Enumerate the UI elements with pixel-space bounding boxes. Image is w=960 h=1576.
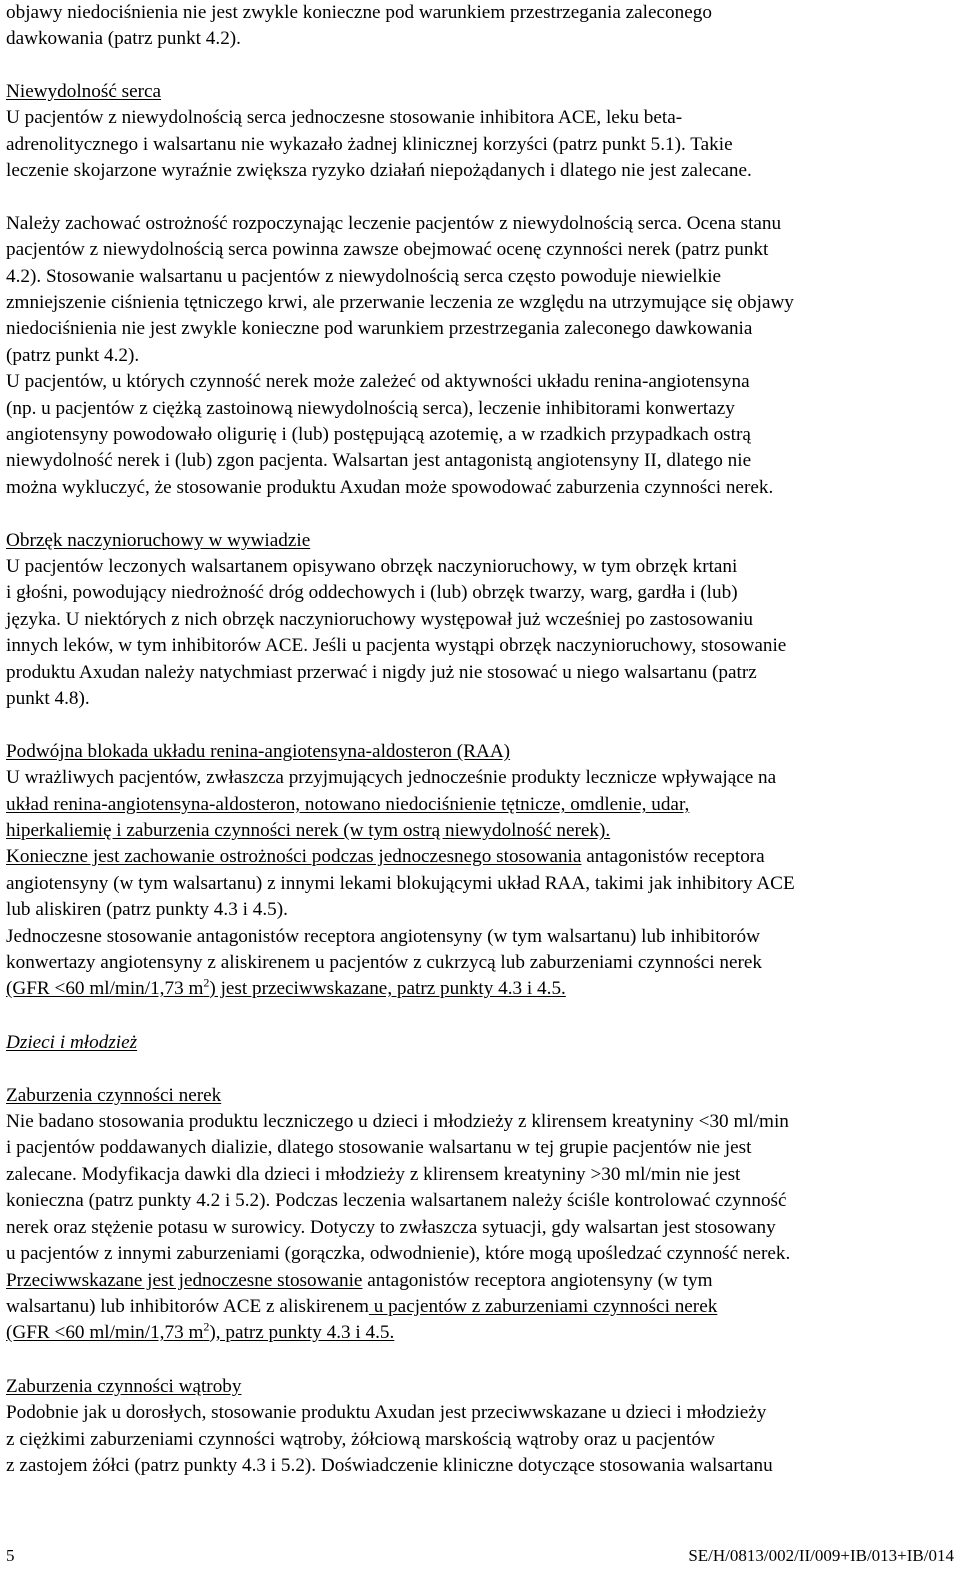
text-line: U pacjentów z niewydolnością serca jednoczesne stosowanie inhibitora ACE, leku beta- <box>6 107 683 128</box>
text-line: niewydolność nerek i (lub) zgon pacjenta. Walsartan jest antagonistą angiotensyny II, dlatego nie <box>6 450 752 471</box>
section-heading: Zaburzenia czynności wątroby <box>6 1376 242 1397</box>
text-line: języka. U niektórych z nich obrzęk naczynioruchowy występował już wcześniej po zastosowaniu <box>6 609 753 630</box>
text-line <box>6 976 566 1002</box>
text-line: punkt 4.8). <box>6 688 90 709</box>
text-line: układ renina-angiotensyna-aldosteron, notowano niedociśnienie tętnicze, omdlenie, udar, <box>6 794 690 815</box>
underlined-span: Przeciwwskazane jest jednoczesne stosowanie <box>6 1270 363 1291</box>
text-line: angiotensyny powodowało oligurię i (lub) postępującą azotemię, a w rzadkich przypadkach ostrą <box>6 424 751 445</box>
page-number: 5 <box>6 1546 15 1565</box>
text-line: nerek oraz stężenie potasu w surowicy. Dotyczy to zwłaszcza sytuacji, gdy walsartan jest stosowany <box>6 1217 776 1238</box>
text-line: leczenie skojarzone wyraźnie zwiększa ryzyko działań niepożądanych i dlatego nie jest zalecane. <box>6 160 752 181</box>
text-line: hiperkaliemię i zaburzenia czynności nerek (w tym ostrą niewydolność nerek). <box>6 820 611 841</box>
document-reference: SE/H/0813/002/II/009+IB/013+IB/014 <box>688 1546 954 1565</box>
text-span: ) jest przeciwwskazane, patrz punkty 4.3 i 4.5. <box>209 978 566 999</box>
text-line: angiotensyny (w tym walsartanu) z innymi lekami blokującymi układ RAA, takimi jak inhibitory ACE <box>6 873 795 894</box>
text-line: zmniejszenie ciśnienia tętniczego krwi, ale przerwanie leczenia ze względu na utrzymujące się objawy <box>6 292 794 313</box>
text-line: (np. u pacjentów z ciężką zastoinową niewydolnością serca), leczenie inhibitorami konwertazy <box>6 398 735 419</box>
text-line: adrenolitycznego i walsartanu nie wykazało żadnej klinicznej korzyści (patrz punkt 5.1). Takie <box>6 134 733 155</box>
section-heading: Podwójna blokada układu renina-angiotensyna-aldosteron (RAA) <box>6 741 511 762</box>
text-span: antagonistów receptora angiotensyny (w tym <box>362 1270 713 1291</box>
text-line <box>6 1294 717 1320</box>
superscript: 2 <box>203 1319 210 1334</box>
text-line: produktu Axudan należy natychmiast przerwać i nigdy już nie stosować u niego walsartanu (patrz <box>6 662 757 683</box>
text-line: U pacjentów, u których czynność nerek może zależeć od aktywności układu renina-angiotensyna <box>6 371 750 392</box>
text-line: niedociśnienia nie jest zwykle konieczne pod warunkiem przestrzegania zaleconego dawkowania <box>6 318 753 339</box>
section-heading: Niewydolność serca <box>6 81 162 102</box>
text-line: konwertazy angiotensyny z aliskirenem u pacjentów z cukrzycą lub zaburzeniami czynności nerek <box>6 952 762 973</box>
text-line: można wykluczyć, że stosowanie produktu Axudan może spowodować zaburzenia czynności nerek. <box>6 477 774 498</box>
text-span: ), patrz punkty 4.3 i 4.5. <box>209 1322 395 1343</box>
text-span: (GFR <60 ml/min/1,73 m <box>6 978 204 999</box>
text-line: zalecane. Modyfikacja dawki dla dzieci i młodzieży z klirensem kreatyniny >30 ml/min nie jest <box>6 1164 741 1185</box>
text-line: Jednoczesne stosowanie antagonistów receptora angiotensyny (w tym walsartanu) lub inhibitorów <box>6 926 760 947</box>
text-line <box>6 1320 394 1346</box>
text-line: Należy zachować ostrożność rozpoczynając leczenie pacjentów z niewydolnością serca. Ocena stanu <box>6 213 782 234</box>
superscript: 2 <box>203 975 210 990</box>
text-line: 4.2). Stosowanie walsartanu u pacjentów z niewydolnością serca często powoduje niewielkie <box>6 266 722 287</box>
text-line: i pacjentów poddawanych dializie, dlatego stosowanie walsartanu w tej grupie pacjentów nie jest <box>6 1137 752 1158</box>
text-span: (GFR <60 ml/min/1,73 m <box>6 1322 204 1343</box>
text-line: Nie badano stosowania produktu leczniczego u dzieci i młodzieży z klirensem kreatyniny <30 ml/min <box>6 1111 789 1132</box>
text-line: z ciężkimi zaburzeniami czynności wątroby, żółciową marskością wątroby oraz u pacjentów <box>6 1429 715 1450</box>
text-line: U pacjentów leczonych walsartanem opisywano obrzęk naczynioruchowy, w tym obrzęk krtani <box>6 556 738 577</box>
text-line: Podobnie jak u dorosłych, stosowanie produktu Axudan jest przeciwwskazane u dzieci i młodzieży <box>6 1402 767 1423</box>
text-line: konieczna (patrz punkty 4.2 i 5.2). Podczas leczenia walsartanem należy ściśle kontrolować czynność <box>6 1190 787 1211</box>
text-span: antagonistów receptora <box>581 846 765 867</box>
underlined-span: u pacjentów z zaburzeniami czynności nerek <box>368 1296 718 1317</box>
text-line: u pacjentów z innymi zaburzeniami (gorączka, odwodnienie), które mogą upośledzać czynność nerek. <box>6 1243 791 1264</box>
text-line <box>6 844 765 870</box>
text-line: U wrażliwych pacjentów, zwłaszcza przyjmujących jednocześnie produkty lecznicze wpływające na <box>6 767 777 788</box>
text-line: objawy niedociśnienia nie jest zwykle konieczne pod warunkiem przestrzegania zaleconego <box>6 2 712 23</box>
text-line: z zastojem żółci (patrz punkty 4.3 i 5.2). Doświadczenie kliniczne dotyczące stosowania walsartanu <box>6 1455 773 1476</box>
text-line: dawkowania (patrz punkt 4.2). <box>6 28 241 49</box>
subsection-heading: Dzieci i młodzież <box>6 1032 138 1053</box>
text-line: (patrz punkt 4.2). <box>6 345 140 366</box>
text-line <box>6 1268 713 1294</box>
text-line: i głośni, powodujący niedrożność dróg oddechowych i (lub) obrzęk twarzy, warg, gardła i (lub) <box>6 582 738 603</box>
text-span: walsartanu) lub inhibitorów ACE z aliskirenem <box>6 1296 369 1317</box>
underlined-span: Konieczne jest zachowanie ostrożności podczas jednoczesnego stosowania <box>6 846 582 867</box>
text-line: innych leków, w tym inhibitorów ACE. Jeśli u pacjenta wystąpi obrzęk naczynioruchowy, stosowanie <box>6 635 787 656</box>
text-line: lub aliskiren (patrz punkty 4.3 i 4.5). <box>6 899 288 920</box>
section-heading: Zaburzenia czynności nerek <box>6 1085 222 1106</box>
text-line: pacjentów z niewydolnością serca powinna zawsze obejmować ocenę czynności nerek (patrz punkt <box>6 239 769 260</box>
section-heading: Obrzęk naczynioruchowy w wywiadzie <box>6 530 311 551</box>
